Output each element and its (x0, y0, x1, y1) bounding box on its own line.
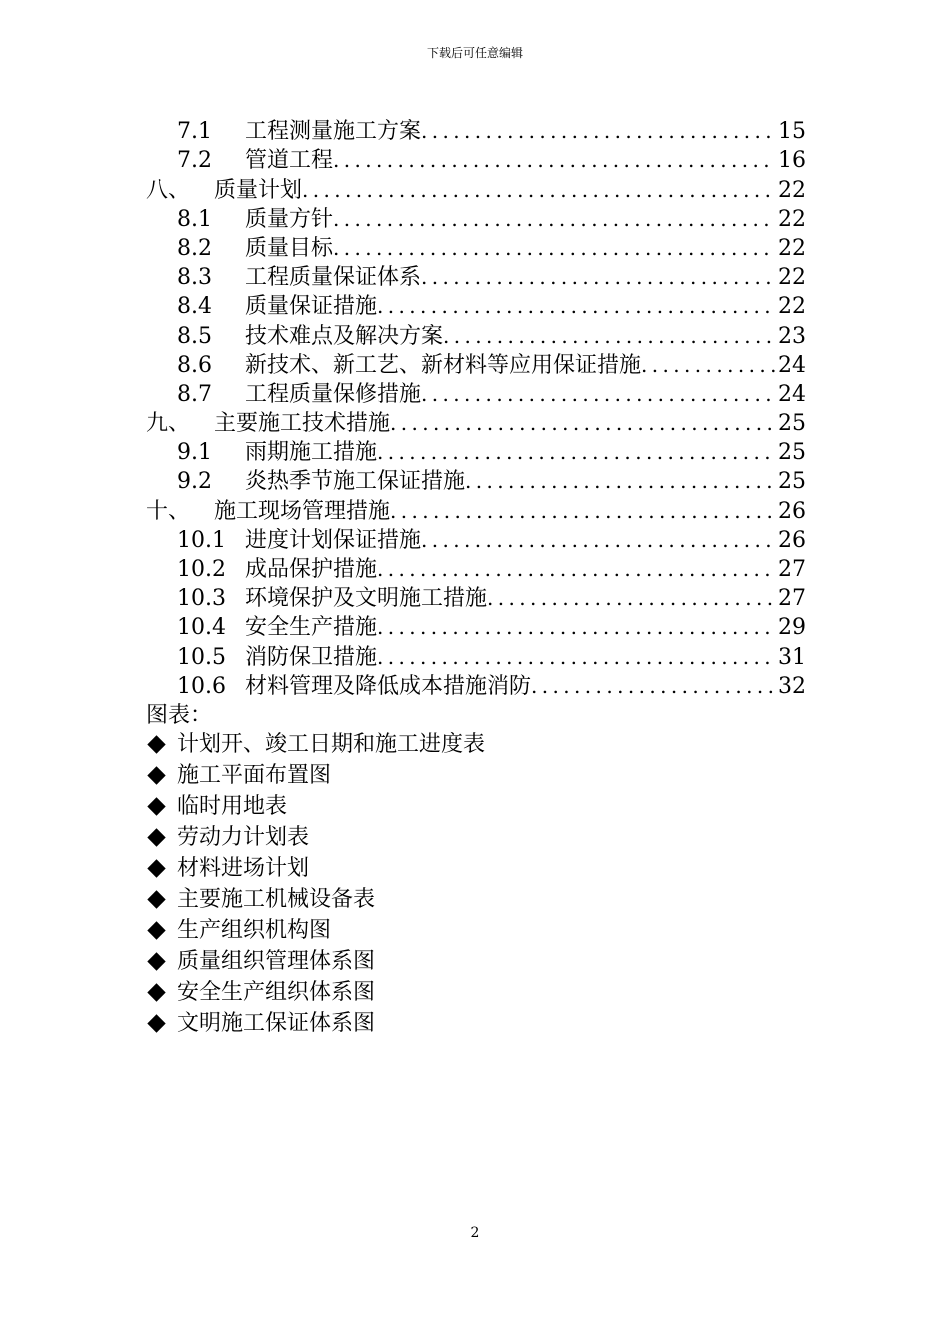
toc-entry-title: 工程测量施工方案 (245, 119, 422, 145)
toc-entry-number: 8.4 (177, 294, 212, 320)
toc-entry (146, 351, 806, 380)
toc-entry-number: 八、 (146, 177, 191, 203)
toc-entry-number: 10.1 (177, 527, 226, 553)
figure-list-item-label: 临时用地表 (177, 794, 288, 819)
toc-entry-number: 7.2 (177, 148, 212, 174)
toc-dot-leader (421, 380, 776, 409)
toc-entry-page: 24 (778, 352, 806, 378)
toc-entry (146, 205, 806, 234)
toc-entry-number: 8.1 (177, 206, 212, 232)
toc-entry-number: 9.2 (177, 469, 212, 495)
toc-entry-page: 24 (778, 381, 806, 407)
figure-list-item-label: 材料进场计划 (177, 856, 310, 881)
toc-entry (146, 409, 806, 438)
toc-entry-number: 九、 (146, 411, 191, 437)
toc-entry-page: 29 (778, 615, 806, 641)
toc-entry (146, 292, 806, 321)
toc-entry-page: 15 (778, 119, 806, 145)
toc-entry-number: 8.5 (177, 323, 212, 349)
toc-entry-number: 9.1 (177, 440, 212, 466)
toc-dot-leader (333, 234, 776, 263)
toc-entry (146, 380, 806, 409)
toc-entry (146, 146, 806, 175)
toc-entry-title: 管道工程 (245, 148, 334, 174)
toc-entry (146, 117, 806, 146)
figure-list-item-label: 质量组织管理体系图 (177, 949, 376, 974)
toc-entry-title: 安全生产措施 (245, 615, 378, 641)
figure-list-item-label: 文明施工保证体系图 (177, 1011, 376, 1036)
toc-entry (146, 672, 806, 701)
toc-entry (146, 584, 806, 613)
toc-entry-title: 雨期施工措施 (245, 440, 378, 466)
toc-entry-title: 主要施工技术措施 (214, 411, 391, 437)
diamond-bullet-icon (147, 828, 165, 846)
diamond-bullet-icon (147, 1014, 165, 1032)
toc-entry (146, 526, 806, 555)
toc-dot-leader (465, 467, 776, 496)
toc-entry-title: 工程质量保证体系 (245, 265, 422, 291)
figure-list-item-label: 劳动力计划表 (177, 825, 310, 850)
diamond-bullet-icon (147, 859, 165, 877)
toc-dot-leader (333, 205, 776, 234)
figure-list-item-label: 计划开、竣工日期和施工进度表 (177, 732, 486, 757)
toc-entry (146, 642, 806, 671)
toc-entry-title: 工程质量保修措施 (245, 381, 422, 407)
toc-dot-leader (421, 263, 776, 292)
toc-entry-title: 环境保护及文明施工措施 (245, 586, 488, 612)
figure-list-item-label: 主要施工机械设备表 (177, 887, 376, 912)
figure-list-item (146, 760, 485, 791)
page-header-note: 下载后可任意编辑 (426, 46, 523, 60)
toc-entry-title: 质量目标 (245, 235, 334, 261)
table-of-contents (146, 117, 806, 701)
toc-entry-title: 材料管理及降低成本措施消防 (245, 673, 532, 699)
toc-entry (146, 467, 806, 496)
diamond-bullet-icon (147, 797, 165, 815)
toc-entry (146, 438, 806, 467)
toc-entry-title: 成品保护措施 (245, 557, 378, 582)
figure-list-item-label: 施工平面布置图 (177, 763, 332, 788)
toc-entry-page: 32 (778, 673, 806, 699)
toc-dot-leader (377, 438, 776, 467)
toc-entry-number: 8.3 (177, 265, 212, 291)
toc-dot-leader (377, 643, 776, 672)
toc-entry-page: 25 (778, 440, 806, 466)
toc-dot-leader (390, 409, 776, 438)
toc-entry (146, 263, 806, 292)
figure-list-item (146, 791, 485, 822)
toc-dot-leader (377, 292, 776, 321)
toc-dot-leader (487, 584, 776, 613)
figure-list-item (146, 884, 485, 915)
toc-entry-number: 10.4 (177, 615, 226, 641)
toc-dot-leader (421, 526, 776, 555)
toc-entry (146, 321, 806, 350)
diamond-bullet-icon (147, 983, 165, 1001)
page-number: 2 (470, 1225, 480, 1241)
toc-dot-leader (531, 672, 776, 701)
toc-entry (146, 234, 806, 263)
toc-entry-page: 27 (778, 557, 806, 582)
toc-dot-leader (333, 146, 776, 175)
toc-entry-number: 10.5 (177, 644, 226, 670)
toc-entry-title: 进度计划保证措施 (245, 527, 422, 553)
figure-list-item-label: 生产组织机构图 (177, 918, 332, 943)
figures-list (146, 729, 485, 1039)
toc-entry (146, 555, 806, 584)
toc-entry-page: 23 (778, 323, 806, 349)
toc-entry-number: 8.7 (177, 381, 212, 407)
toc-entry-number: 10.3 (177, 586, 226, 612)
figure-list-item (146, 1008, 485, 1039)
diamond-bullet-icon (147, 952, 165, 970)
toc-dot-leader (302, 176, 776, 205)
figure-list-item-label: 安全生产组织体系图 (177, 980, 376, 1005)
toc-entry-page: 16 (778, 148, 806, 174)
toc-entry-title: 消防保卫措施 (245, 644, 378, 670)
toc-entry-page: 25 (778, 411, 806, 437)
toc-entry-title: 质量保证措施 (245, 294, 378, 320)
toc-entry-page: 22 (778, 294, 806, 320)
toc-entry-page: 22 (778, 206, 806, 232)
toc-entry-number: 8.6 (177, 352, 212, 378)
figures-heading: 图表： (146, 703, 213, 728)
diamond-bullet-icon (147, 890, 165, 908)
toc-entry-number: 十、 (146, 498, 191, 524)
diamond-bullet-icon (147, 735, 165, 753)
toc-entry-page: 26 (778, 527, 806, 553)
figure-list-item (146, 946, 485, 977)
toc-entry-title: 炎热季节施工保证措施 (245, 469, 466, 495)
figure-list-item (146, 822, 485, 853)
toc-dot-leader (377, 613, 776, 642)
toc-dot-leader (421, 117, 776, 146)
toc-entry-title: 施工现场管理措施 (214, 498, 391, 524)
figure-list-item (146, 915, 485, 946)
toc-entry-page: 27 (778, 586, 806, 612)
toc-entry-page: 22 (778, 265, 806, 291)
toc-dot-leader (443, 322, 776, 351)
toc-entry (146, 496, 806, 525)
toc-entry-title: 质量方针 (245, 206, 334, 232)
toc-dot-leader (641, 351, 776, 380)
toc-entry-number: 10.6 (177, 673, 226, 699)
toc-entry-page: 22 (778, 235, 806, 261)
toc-entry-page: 25 (778, 469, 806, 495)
toc-entry (146, 613, 806, 642)
toc-entry-page: 31 (778, 644, 806, 670)
toc-entry-title: 新技术、新工艺、新材料等应用保证措施 (245, 352, 642, 378)
toc-entry-number: 10.2 (177, 557, 226, 582)
toc-entry-number: 7.1 (177, 119, 212, 145)
toc-entry-title: 技术难点及解决方案 (245, 323, 444, 349)
toc-entry-title: 质量计划 (214, 177, 303, 203)
toc-entry (146, 175, 806, 204)
toc-dot-leader (390, 497, 776, 526)
toc-entry-page: 26 (778, 498, 806, 524)
toc-entry-page: 22 (778, 177, 806, 203)
toc-entry-number: 8.2 (177, 235, 212, 261)
figure-list-item (146, 729, 485, 760)
diamond-bullet-icon (147, 921, 165, 939)
toc-dot-leader (377, 555, 776, 584)
diamond-bullet-icon (147, 766, 165, 784)
figure-list-item (146, 977, 485, 1008)
figure-list-item (146, 853, 485, 884)
